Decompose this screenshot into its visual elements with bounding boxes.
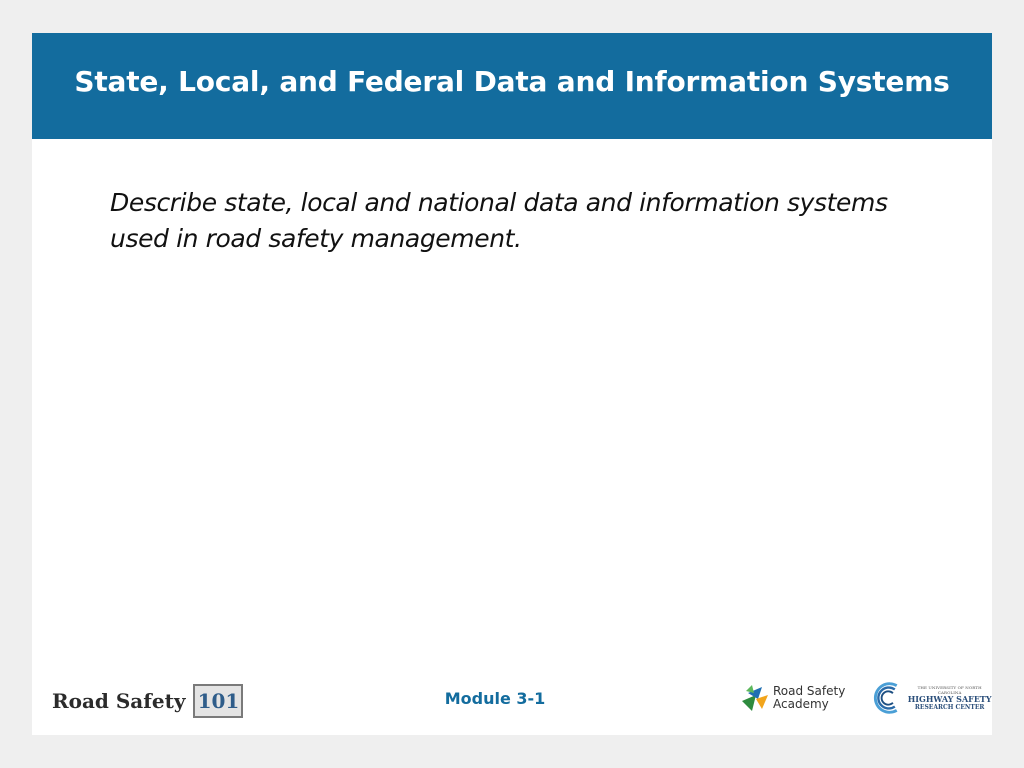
road-safety-101-badge: 101 [193,684,243,718]
title-bar [32,33,992,139]
module-label: Module 3-1 [444,689,546,708]
road-safety-academy-line2: Academy [773,697,829,711]
slide-footer [32,663,992,735]
learning-objective: Describe state, local and national data and information systems used in road safety management. [110,188,888,253]
highway-safety-research-center-logo [872,679,992,717]
hsrc-center-line: RESEARCH CENTER [914,703,985,711]
slide [32,33,992,735]
slide-title: State, Local, and Federal Data and Information Systems [74,65,950,98]
hsrc-university-line: THE UNIVERSITY OF NORTH CAROLINA [917,684,982,695]
hsrc-name-line: HIGHWAY SAFETY [907,693,992,704]
hsrc-swirl-icon [872,679,904,717]
road-safety-101-logo [52,681,243,721]
road-safety-101-logo-text: Road Safety [52,689,186,713]
road-safety-academy-icon [740,683,770,713]
road-safety-academy-line1: Road Safety [773,684,846,698]
road-safety-academy-logo [740,683,845,713]
